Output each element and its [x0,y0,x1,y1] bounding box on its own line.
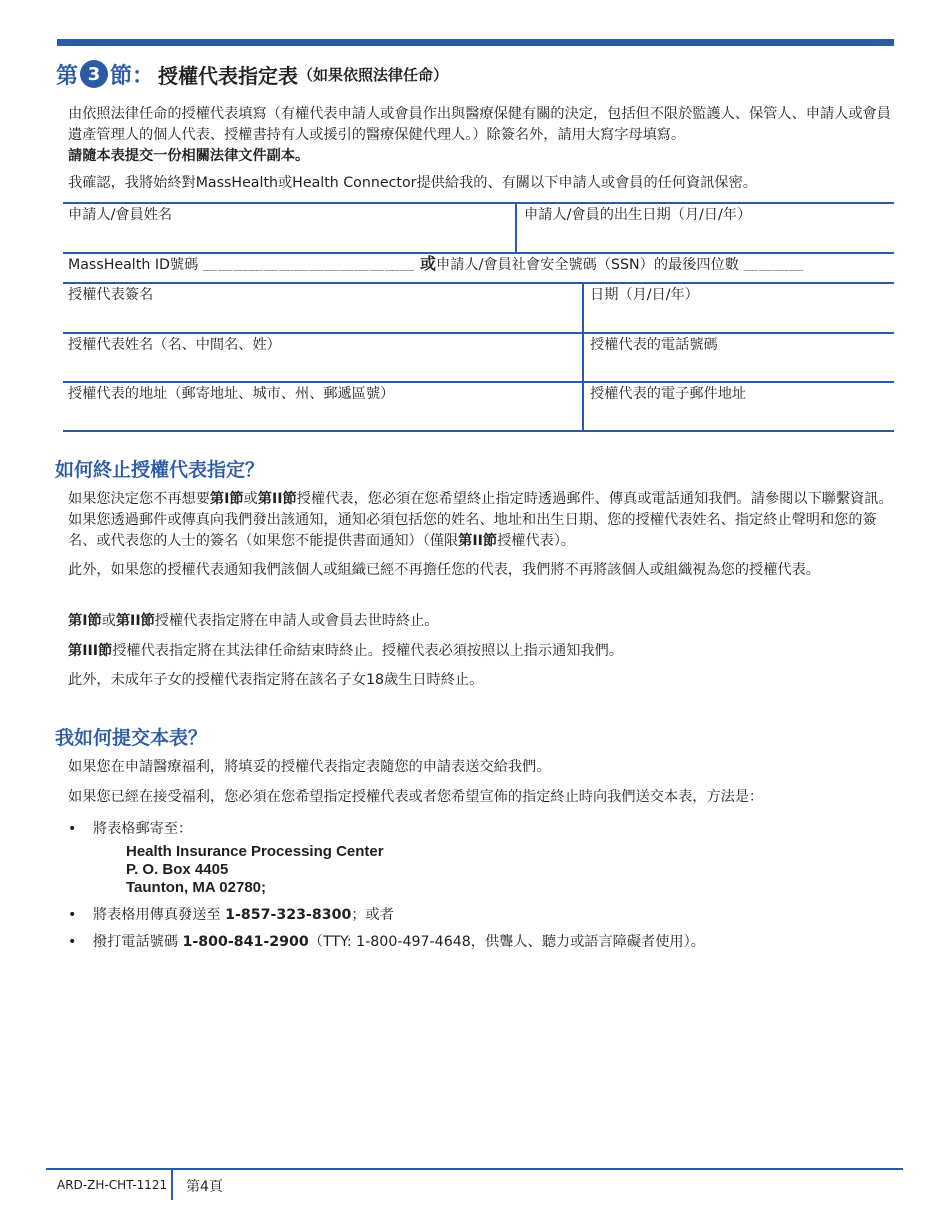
form-row-border-1 [63,252,894,254]
section-number-badge: 3 [80,60,108,88]
form-bottom-border [63,430,894,432]
form-code: ARD-ZH-CHT-1121 [57,1178,168,1192]
end-paragraph-4 [68,641,896,662]
form-row-border-3 [63,332,894,334]
footer-rule [46,1168,903,1170]
fax-number: 1-857-323-8300 [225,907,352,923]
end-p1-section-i: 第I節 [209,491,244,507]
submit-paragraph-2: 如果您已經在接受福利，您必須在您希望指定授權代表或者您希望宣佈的指定終止時向我們送交本表，方法是： [68,789,764,805]
footer-divider [171,1170,173,1200]
mailing-address [126,843,384,897]
end-p3-or: 或 [101,613,116,629]
masshealth-id-label: MassHealth ID號碼 [68,257,199,273]
rep-signature-field[interactable]: 授權代表簽名 [68,287,154,303]
applicant-name-field[interactable]: 申請人/會員姓名 [68,207,173,223]
intro-text: 由依照法律任命的授權代表填寫（有權代表申請人或會員作出與醫療保健有關的決定，包括但不限於監護人、保管人、申請人或會員遺產管理人的個人代表、授權書持有人或援引的醫療保健代理人。）除簽名外，請用大寫字母填寫。 [68,106,891,143]
masshealth-id-row [68,255,804,274]
rep-address-field[interactable]: 授權代表的地址（郵寄地址、城市、州、郵遞區號） [68,386,395,402]
intro-paragraph [68,104,896,167]
page-number: 第4頁 [186,1179,223,1195]
section-subtitle: （如果依照法律任命） [298,65,449,84]
applicant-dob-field[interactable]: 申請人/會員的出生日期（月/日/年） [524,207,752,223]
end-paragraph-3 [68,611,896,632]
address-line-3: Taunton, MA 02780; [126,879,267,896]
end-p1-text-g: 授權代表）。 [497,533,576,549]
ssn-label: 申請人/會員社會安全號碼（SSN）的最後四位數 [436,257,739,273]
section-name: 授權代表指定表 [158,63,299,88]
bullet-phone [68,932,705,953]
end-p1-section-ii-b: 第II節 [458,533,498,549]
end-paragraph-5: 此外，未成年子女的授權代表指定將在該名子女18歲生日時終止。 [68,672,484,688]
end-p4-section-iii: 第III節 [68,643,113,659]
rep-email-field[interactable]: 授權代表的電子郵件地址 [590,386,747,402]
bullet-phone-tail: （TTY: 1-800-497-4648，供聾人、聽力或語言障礙者使用）。 [308,934,705,950]
confidentiality-statement: 我確認，我將始終對MassHealth或Health Connector提供給我的、有關以下申請人或會員的任何資訊保密。 [68,175,757,191]
section-title [56,58,448,90]
form-top-border [63,202,894,204]
end-p3-section-ii: 第II節 [115,613,155,629]
rep-name-field[interactable]: 授權代表姓名（名、中間名、姓） [68,337,281,353]
end-p1-or: 或 [243,491,258,507]
form-row-border-4 [63,381,894,383]
end-heading: 如何終止授權代表指定？ [55,459,265,481]
end-p3-section-i: 第I節 [68,613,102,629]
bullet-mail-text: 將表格郵寄至： [92,821,193,837]
masshealth-id-input[interactable]: ＿＿＿＿＿＿＿＿＿＿＿＿＿＿ [202,257,416,273]
end-paragraph-1 [68,489,896,552]
form-divider-1 [515,203,517,253]
section-suffix: 節： [110,63,155,89]
bullet-fax [68,905,394,926]
or-label: 或 [419,254,436,273]
bullet-mail [68,819,192,840]
top-rule [57,39,894,46]
bullet-mark: • [68,934,77,950]
bullet-mark: • [68,821,77,837]
intro-bold-note: 請隨本表提交一份相關法律文件副本。 [68,148,310,164]
form-row-border-2 [63,282,894,284]
submit-paragraph-1: 如果您在申請醫療福利，將填妥的授權代表指定表隨您的申請表送交給我們。 [68,759,551,775]
end-p1-text-a: 如果您決定您不再想要 [68,491,210,507]
end-p1-text-e: 授權代表，您必須在您希望終止指定時透過郵件、傳真或電話通知我們。請參閱以下聯繫資訊。如果您透過郵件或傳真向我們發出該通知，通知必須包括您的姓名、地址和出生日期、您的授權代表姓名、指定終止聲明和您的簽名、或代表您的人士的簽名（如果您不能提供書面通知）（僅限 [68,491,893,549]
ssn-input[interactable]: ＿＿＿＿ [743,257,805,273]
end-p4-text: 授權代表指定將在其法律任命結束時終止。授權代表必須按照以上指示通知我們。 [112,643,623,659]
bullet-mark: • [68,907,77,923]
end-paragraph-2: 此外，如果您的授權代表通知我們該個人或組織已經不再擔任您的代表，我們將不再將該個人或組織視為您的授權代表。 [68,562,820,578]
bullet-fax-text: 將表格用傳真發送至 [92,907,226,923]
date-field[interactable]: 日期（月/日/年） [590,287,699,303]
rep-phone-field[interactable]: 授權代表的電話號碼 [590,337,718,353]
end-p1-section-ii: 第II節 [257,491,297,507]
end-p3-text: 授權代表指定將在申請人或會員去世時終止。 [154,613,439,629]
section-prefix: 第 [56,63,79,89]
form-divider-2 [582,283,584,431]
bullet-fax-tail: ；或者 [351,907,394,923]
address-line-2: P. O. Box 4405 [126,861,229,878]
bullet-phone-text: 撥打電話號碼 [92,934,183,950]
phone-number: 1-800-841-2900 [182,934,309,950]
submit-heading: 我如何提交本表？ [55,727,208,749]
address-line-1: Health Insurance Processing Center [126,843,384,860]
